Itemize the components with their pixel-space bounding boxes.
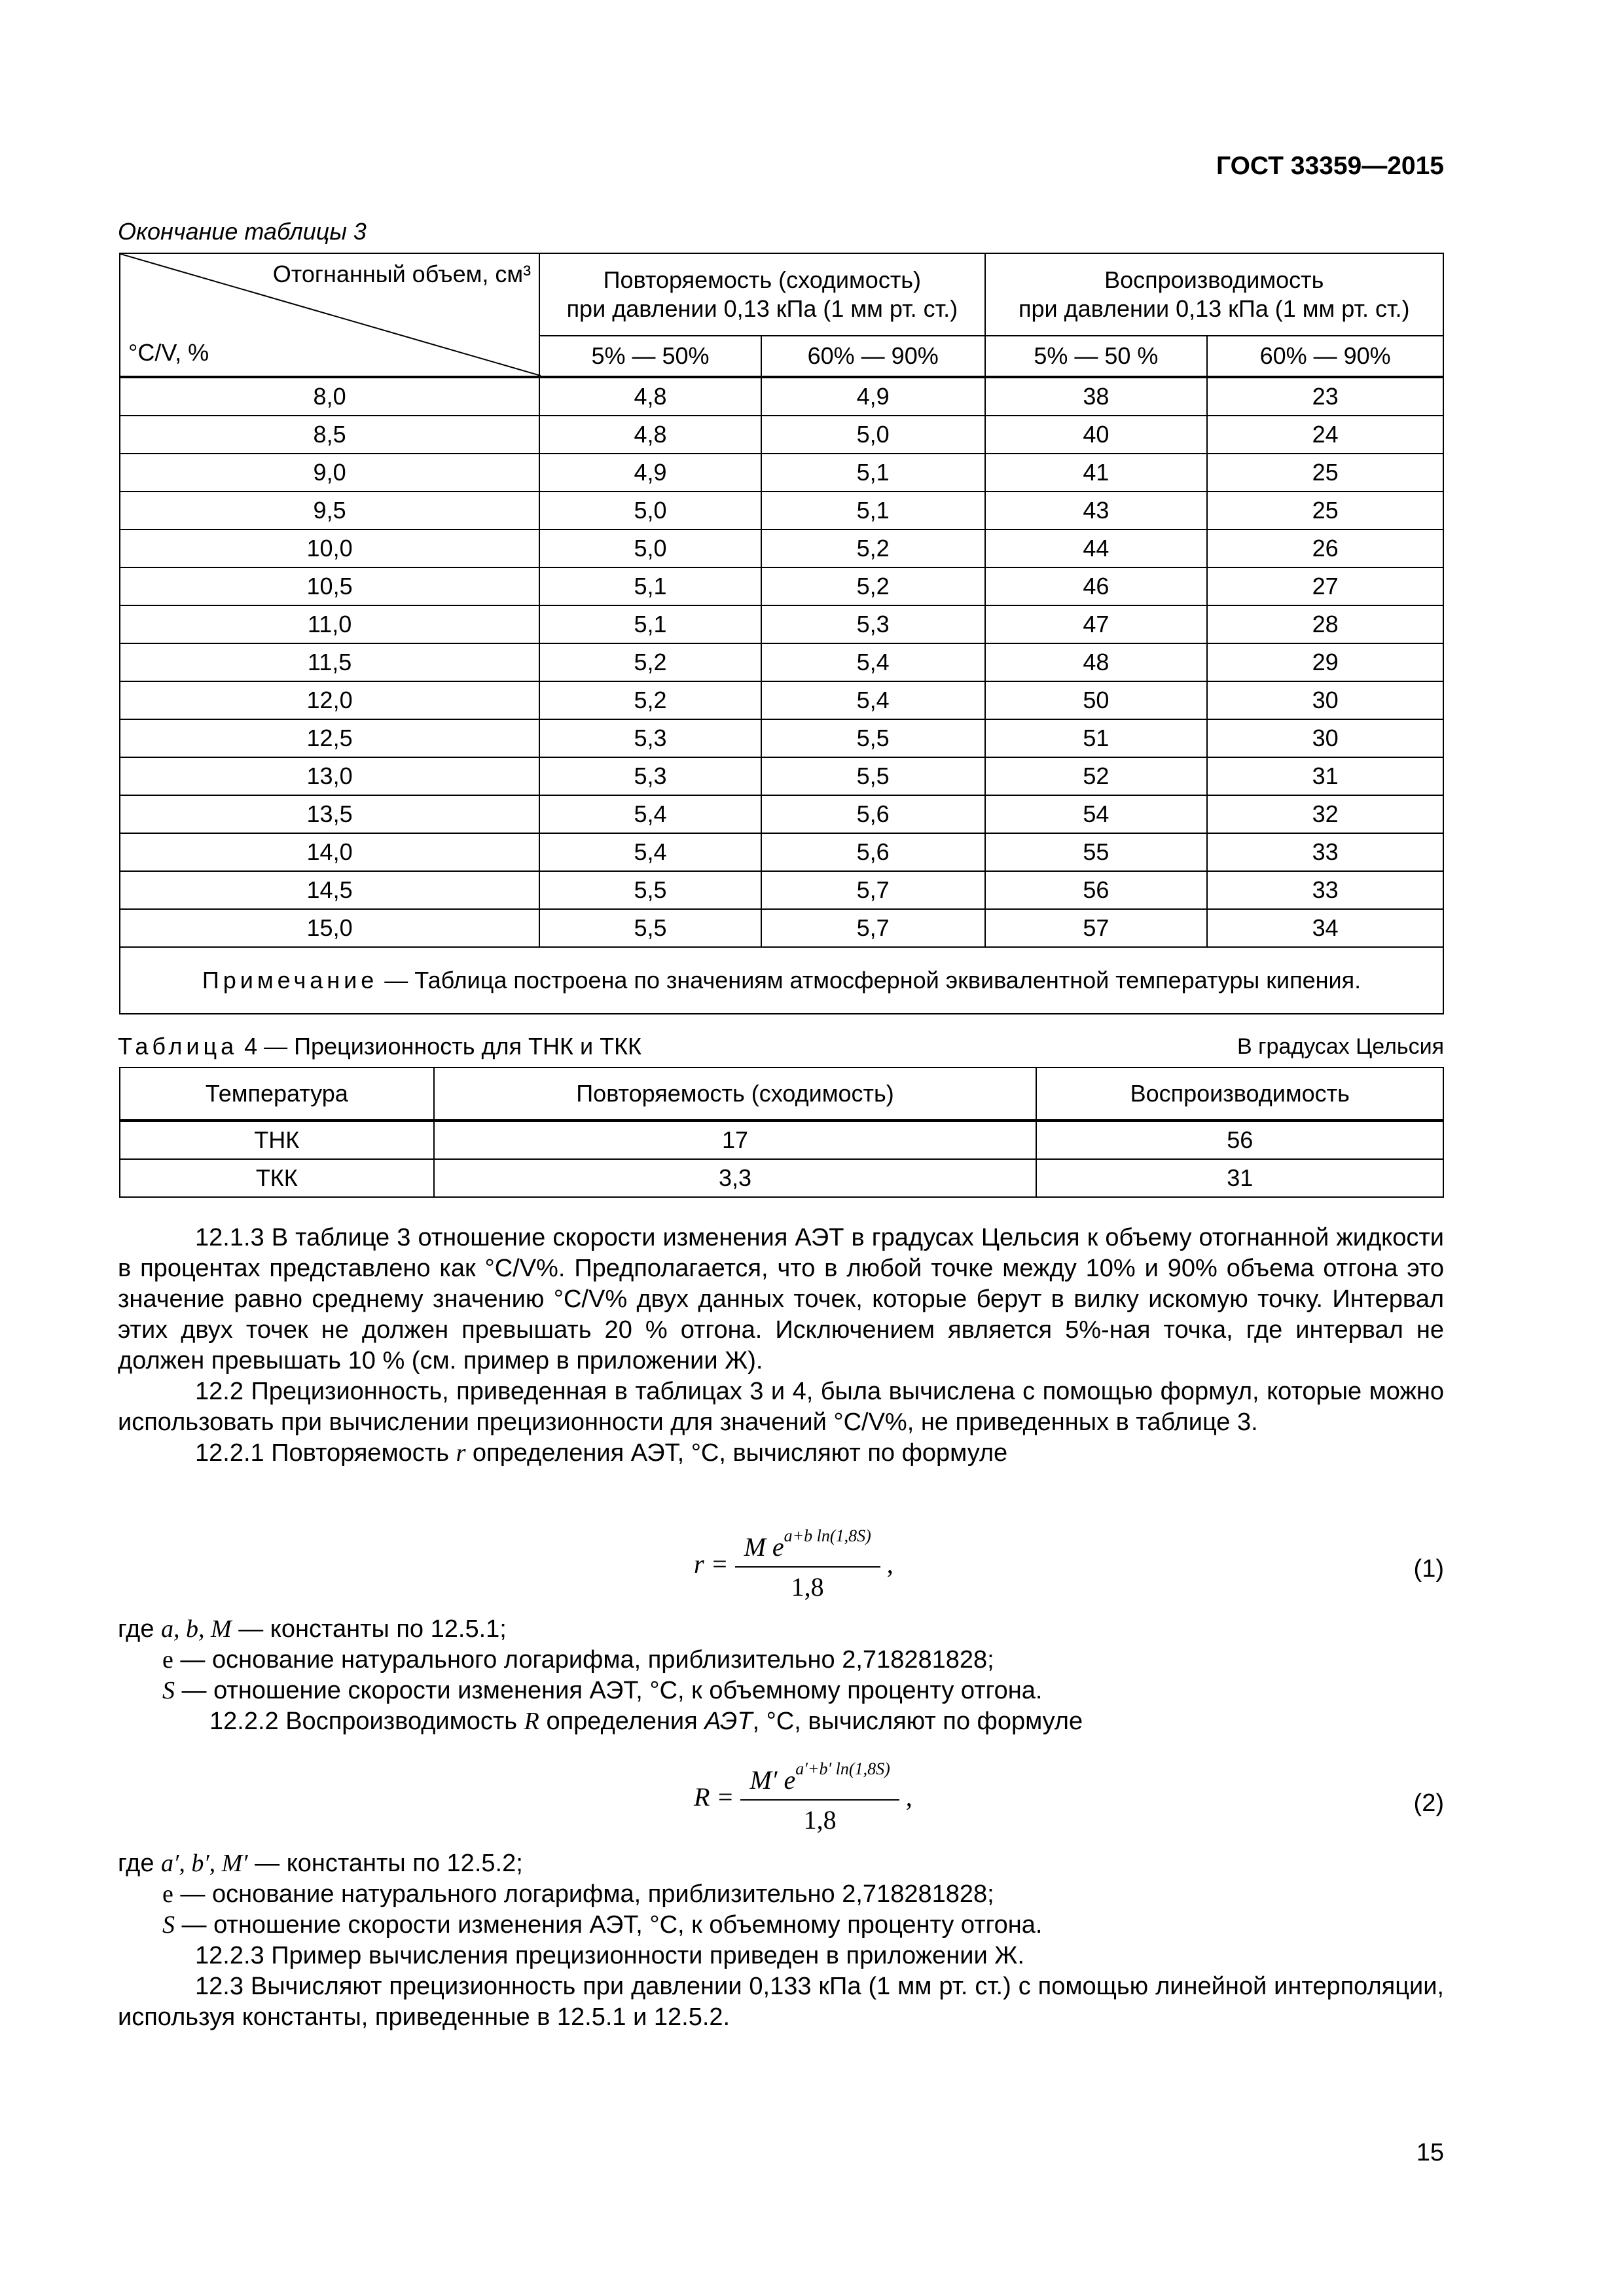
where-s-1: S — отношение скорости изменения АЭТ, °C, к объемному проценту отгона. [162, 1677, 1043, 1704]
row-label-cell: 10,0 [120, 529, 539, 567]
row-label-cell: 13,0 [120, 757, 539, 795]
table-row [120, 529, 1443, 567]
table-cell: 30 [1207, 681, 1443, 719]
where-e-1: e — основание натурального логарифма, приблизительно 2,718281828; [162, 1646, 994, 1674]
row-label-cell: 14,0 [120, 833, 539, 871]
table-row [120, 1159, 1443, 1197]
table-cell: 54 [985, 795, 1208, 833]
group-reproducibility-header: Воспроизводимость при давлении 0,13 кПа (1 мм рт. ст.) [985, 253, 1443, 336]
table-cell: 50 [985, 681, 1208, 719]
page-number: 15 [1416, 2139, 1444, 2166]
table-cell: 5,5 [539, 871, 761, 909]
table-cell: 4,9 [539, 454, 761, 492]
row-label-cell: 9,5 [120, 492, 539, 529]
paragraph-12-2: 12.2 Прецизионность, приведенная в таблицах 3 и 4, была вычислена с помощью формул, которые можно использовать при вычислении прецизионности для значений °C/V%, не приведенных в таблице 3. [118, 1378, 1444, 1436]
table-cell: 44 [985, 529, 1208, 567]
table-cell: 4,9 [761, 377, 985, 416]
table-4-header-cell: Воспроизводимость [1036, 1067, 1443, 1121]
row-label-cell: 13,5 [120, 795, 539, 833]
table-cell: 48 [985, 643, 1208, 681]
paragraph-12-1-3: 12.1.3 В таблице 3 отношение скорости изменения АЭТ в градусах Цельсия к объему отогнанной жидкости в процентах представлено как °C/V%. Предполагается, что в любой точке между 10% и 90% объема отгона это значение равно среднему значению °C/V% двух данных точек, которые берут в вилку искомую точку. Интервал этих двух точек не должен превышать 20 % отгона. Исключением является 5%-ная точка, где интервал не должен превышать 10 % (см. пример в приложении Ж). [118, 1224, 1444, 1374]
table-cell: 5,1 [539, 567, 761, 605]
table-cell: 25 [1207, 454, 1443, 492]
table-continuation-title: Окончание таблицы 3 [118, 218, 367, 245]
table-cell: 5,2 [761, 529, 985, 567]
table-cell: 25 [1207, 492, 1443, 529]
table-cell: 56 [985, 871, 1208, 909]
table-cell: 31 [1207, 757, 1443, 795]
table-cell: 28 [1207, 605, 1443, 643]
row-label-cell: 8,0 [120, 377, 539, 416]
table-4-header-cell: Температура [120, 1067, 434, 1121]
table-row [120, 719, 1443, 757]
table-cell: 29 [1207, 643, 1443, 681]
table-3-note-row [120, 947, 1443, 1014]
row-label-cell: 12,5 [120, 719, 539, 757]
table-cell: 23 [1207, 377, 1443, 416]
row-label-cell: 9,0 [120, 454, 539, 492]
row-label-cell: 15,0 [120, 909, 539, 947]
table-cell: 26 [1207, 529, 1443, 567]
table-4 [119, 1067, 1444, 1198]
table-cell: 5,4 [761, 643, 985, 681]
table-cell: 5,0 [761, 416, 985, 454]
standard-number: ГОСТ 33359—2015 [1216, 152, 1444, 180]
table-cell: 5,1 [761, 454, 985, 492]
table-cell: 5,6 [761, 833, 985, 871]
subheader-cell: 60% — 90% [761, 336, 985, 377]
table-cell: 30 [1207, 719, 1443, 757]
table-cell: 5,5 [761, 757, 985, 795]
row-label-cell: 10,5 [120, 567, 539, 605]
subheader-cell: 5% — 50 % [985, 336, 1208, 377]
table-cell: 24 [1207, 416, 1443, 454]
table-cell: 57 [985, 909, 1208, 947]
where-block-1 [118, 1614, 1444, 1737]
table-cell: 4,8 [539, 416, 761, 454]
table-cell: 47 [985, 605, 1208, 643]
subheader-cell: 60% — 90% [1207, 336, 1443, 377]
table-3 [119, 253, 1444, 1014]
table-cell: 5,2 [761, 567, 985, 605]
table-cell: 17 [434, 1121, 1037, 1159]
row-label-cell: 11,0 [120, 605, 539, 643]
table-row [120, 757, 1443, 795]
corner-top-label: Отогнанный объем, см³ [272, 260, 532, 287]
body-text-top [118, 1223, 1444, 1469]
table-cell: 32 [1207, 795, 1443, 833]
table-row [120, 909, 1443, 947]
note-label: Примечание [202, 967, 378, 994]
table-row [120, 492, 1443, 529]
table-row [120, 643, 1443, 681]
table-cell: 5,4 [539, 795, 761, 833]
table-cell: 5,4 [761, 681, 985, 719]
table-cell: 5,7 [761, 871, 985, 909]
table-cell: 4,8 [539, 377, 761, 416]
formula-1: r = $\frac{M e^{a+b ln(1,8S)}}{1,8}$ , [694, 1526, 893, 1602]
table-row [120, 871, 1443, 909]
formula-1-number: (1) [1413, 1555, 1444, 1583]
table-cell: 51 [985, 719, 1208, 757]
table-3-corner-cell [120, 253, 539, 377]
table-cell: ТКК [120, 1159, 434, 1197]
where-constants-1: где a, b, M — константы по 12.5.1; [118, 1615, 507, 1643]
table-4-header-cell: Повторяемость (сходимость) [434, 1067, 1037, 1121]
table-row [120, 795, 1443, 833]
table-cell: 46 [985, 567, 1208, 605]
group-repeatability-header: Повторяемость (сходимость) при давлении 0,13 кПа (1 мм рт. ст.) [539, 253, 984, 336]
table-cell: 52 [985, 757, 1208, 795]
table-cell: 34 [1207, 909, 1443, 947]
row-label-cell: 12,0 [120, 681, 539, 719]
where-e-2: e — основание натурального логарифма, приблизительно 2,718281828; [162, 1880, 994, 1908]
row-label-cell: 11,5 [120, 643, 539, 681]
table-4-header-row [120, 1067, 1443, 1121]
row-label-cell: 14,5 [120, 871, 539, 909]
table-row [120, 567, 1443, 605]
where-constants-2: где a′, b′, M′ — константы по 12.5.2; [118, 1850, 523, 1877]
table-cell: 5,0 [539, 529, 761, 567]
table-row [120, 833, 1443, 871]
paragraph-12-2-3: 12.2.3 Пример вычисления прецизионности приведен в приложении Ж. [195, 1942, 1024, 1969]
table-4-unit: В градусах Цельсия [1236, 1034, 1444, 1059]
note-text: — Таблица построена по значениям атмосферной эквивалентной температуры кипения. [378, 967, 1362, 994]
paragraph-12-3: 12.3 Вычисляют прецизионность при давлении 0,133 кПа (1 мм рт. ст.) с помощью линейной интерполяции, используя константы, приведенные в 12.5.1 и 12.5.2. [118, 1973, 1444, 2031]
table-cell: 5,5 [539, 909, 761, 947]
table-cell: 5,2 [539, 681, 761, 719]
table-cell: 5,6 [761, 795, 985, 833]
table-cell: 38 [985, 377, 1208, 416]
table-cell: 5,3 [539, 719, 761, 757]
table-cell: 43 [985, 492, 1208, 529]
table-row [120, 605, 1443, 643]
table-cell: 31 [1036, 1159, 1443, 1197]
table-cell: 55 [985, 833, 1208, 871]
table-cell: 41 [985, 454, 1208, 492]
table-row [120, 1121, 1443, 1159]
row-label-cell: 8,5 [120, 416, 539, 454]
where-s-2: S — отношение скорости изменения АЭТ, °C, к объемному проценту отгона. [162, 1911, 1043, 1939]
formula-2-number: (2) [1413, 1789, 1444, 1817]
table-cell: 5,3 [761, 605, 985, 643]
subheader-cell: 5% — 50% [539, 336, 761, 377]
table-cell: 5,3 [539, 757, 761, 795]
paragraph-12-2-2: 12.2.2 Воспроизводимость R определения АЭТ, °C, вычисляют по формуле [209, 1708, 1083, 1735]
corner-bottom-label: °C/V, % [128, 339, 209, 366]
paragraph-12-2-1: 12.2.1 Повторяемость r определения АЭТ, °C, вычисляют по формуле [195, 1439, 1008, 1467]
table-row [120, 416, 1443, 454]
formula-2: R = $\frac{M' e^{a'+b' ln(1,8S)}}{1,8}$ , [694, 1759, 912, 1835]
table-3-note [120, 947, 1443, 1014]
table-cell: 5,7 [761, 909, 985, 947]
table-cell: 56 [1036, 1121, 1443, 1159]
table-cell: 5,5 [761, 719, 985, 757]
table-cell: 5,0 [539, 492, 761, 529]
table-cell: 3,3 [434, 1159, 1037, 1197]
table-cell: 5,4 [539, 833, 761, 871]
table-cell: 27 [1207, 567, 1443, 605]
table-row [120, 681, 1443, 719]
table-row [120, 377, 1443, 416]
table-cell: 5,1 [761, 492, 985, 529]
where-block-2 [118, 1848, 1444, 2033]
table-3-body [120, 377, 1443, 947]
table-3-header-row [120, 253, 1443, 336]
table-row [120, 454, 1443, 492]
table-cell: 33 [1207, 871, 1443, 909]
table-cell: 5,2 [539, 643, 761, 681]
table-cell: ТНК [120, 1121, 434, 1159]
table-cell: 33 [1207, 833, 1443, 871]
table-4-caption: Таблица 4 — Прецизионность для ТНК и ТКК [118, 1033, 642, 1060]
table-cell: 5,1 [539, 605, 761, 643]
table-cell: 40 [985, 416, 1208, 454]
